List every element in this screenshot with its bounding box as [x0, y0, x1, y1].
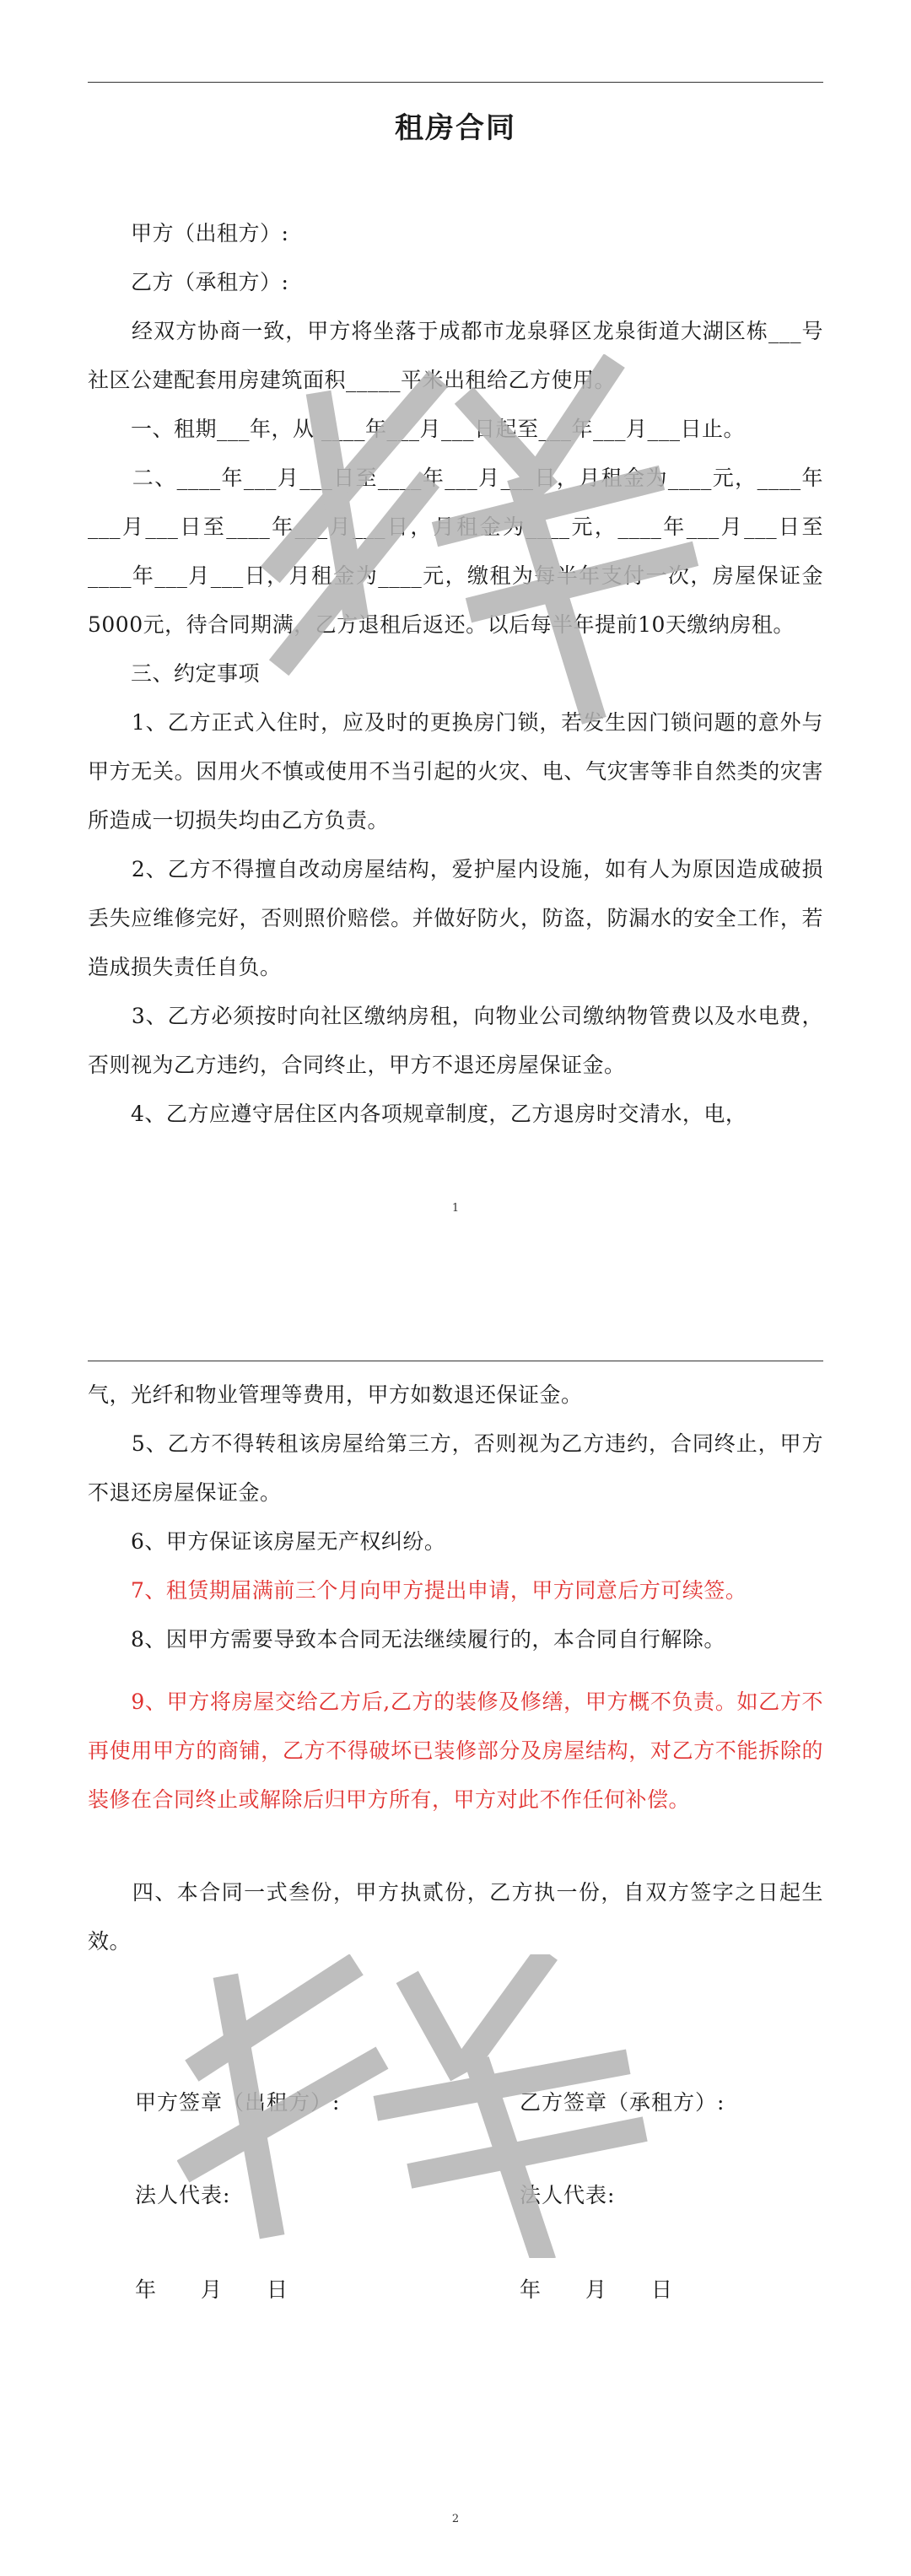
- signature-party-a: 甲方签章（出租方）:: [135, 2090, 341, 2115]
- party-a-line: [88, 209, 823, 258]
- top-rule: [88, 82, 823, 83]
- clause-1-term: 一、租期___年，从 ____年___月___日起至___年___月___日止。: [88, 417, 745, 441]
- item-2: 2、乙方不得擅自改动房屋结构，爱护屋内设施，如有人为原因造成破损丢失应维修完好，否则照价赔偿。并做好防火，防盗，防漏水的安全工作，若造成损失责任自负。: [88, 857, 823, 979]
- page-number: 1: [451, 1202, 460, 1215]
- item-8: 8、因甲方需要导致本合同无法继续履行的，本合同自行解除。: [88, 1627, 725, 1652]
- clause-3-heading: 三、约定事项: [88, 661, 261, 686]
- date-a: 年 月 日: [135, 2277, 289, 2302]
- party-b-label: 乙方（承租方）:: [131, 270, 289, 294]
- legal-rep-a: 法人代表:: [135, 2183, 231, 2207]
- item-1: 1、乙方正式入住时，应及时的更换房门锁，若发生因门锁问题的意外与甲方无关。因用火不慎或使用不当引起的火灾、电、气灾害等非自然类的灾害所造成一切损失均由乙方负责。: [88, 710, 823, 833]
- item-3: 3、乙方必须按时向社区缴纳房租，向物业公司缴纳物管费以及水电费，否则视为乙方违约，合同终止，甲方不退还房屋保证金。: [88, 1004, 823, 1077]
- legal-rep-b: 法人代表:: [520, 2183, 616, 2207]
- date-b: 年 月 日: [520, 2277, 674, 2302]
- clause-4-copies: 四、本合同一式叁份，甲方执贰份，乙方执一份，自双方签字之日起生效。: [88, 1880, 823, 1954]
- item-4-continued: 气，光纤和物业管理等费用，甲方如数退还保证金。: [88, 1382, 583, 1407]
- item-4-start: 4、乙方应遵守居住区内各项规章制度，乙方退房时交清水，电，: [88, 1102, 747, 1126]
- document-title: 租房合同: [395, 111, 516, 145]
- signature-party-b: 乙方签章（承租方）:: [520, 2090, 725, 2115]
- party-a-label: 甲方（出租方）:: [131, 221, 289, 245]
- page-number: 2: [451, 2513, 460, 2525]
- party-b-line: [88, 258, 823, 307]
- contract-page-2: [0, 1288, 911, 2576]
- intro-paragraph: 经双方协商一致，甲方将坐落于成都市龙泉驿区龙泉街道大湖区栋___号社区公建配套用房建筑面积_____平米出租给乙方使用。: [88, 319, 823, 392]
- item-5: 5、乙方不得转租该房屋给第三方，否则视为乙方违约，合同终止，甲方不退还房屋保证金。: [88, 1431, 823, 1505]
- item-6: 6、甲方保证该房屋无产权纠纷。: [88, 1529, 446, 1554]
- item-9: 9、甲方将房屋交给乙方后,乙方的装修及修缮，甲方概不负责。如乙方不再使用甲方的商铺，乙方不得破坏已装修部分及房屋结构，对乙方不能拆除的装修在合同终止或解除后归甲方所有，甲方对此不作任何补偿。: [88, 1689, 823, 1812]
- item-7: 7、租赁期届满前三个月向甲方提出申请，甲方同意后方可续签。: [88, 1578, 747, 1603]
- clause-2-rent: 二、____年___月___日至____年___月___日，月租金为____元，____年___月___日至____年___月___日，月租金为____元，____年___月___日至____年___月___日，月租金为____元，缴租为每半年支付一次，房屋保证金5000元，待合同期满，乙方退租后返还。以后每半年提前10天缴纳房租。: [88, 466, 823, 637]
